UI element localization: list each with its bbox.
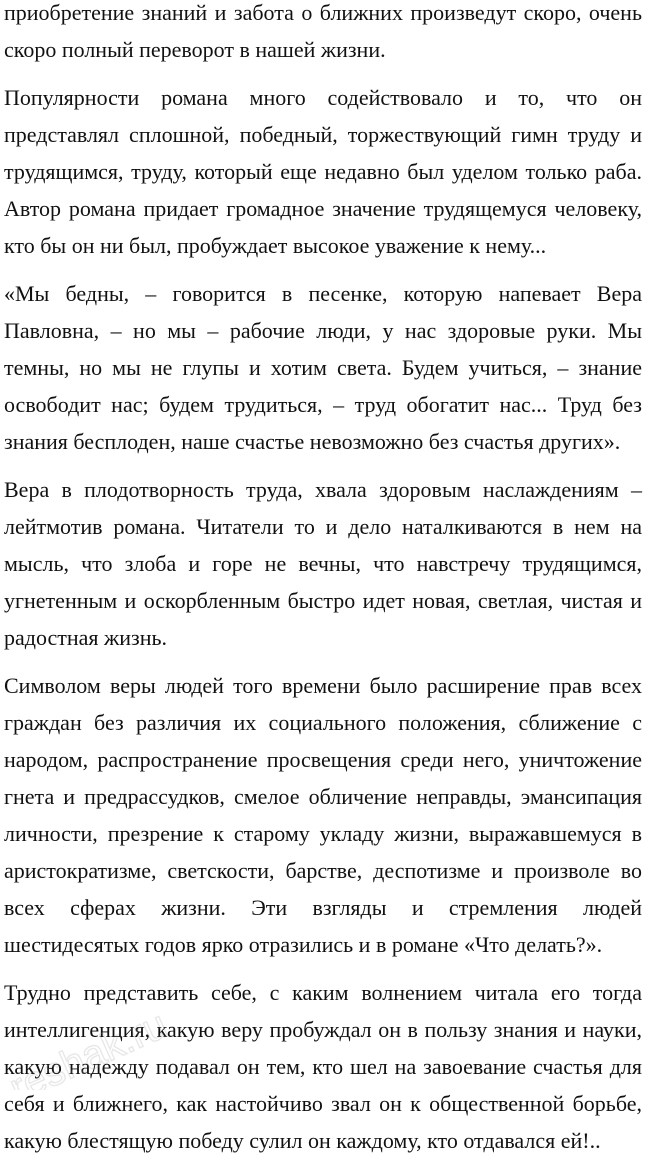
paragraph-5: Символом веры людей того времени было расширение прав всех граждан без различия их социального положения, сближение с народом, распространение просвещения среди него, уничтожение гнета и предрассудков, смелое обличение неправды, эмансипация личности, презрение к старому укладу жизни, выражавшемуся в аристократизме, светскости, барстве, деспотизме и произволе во всех сферах жизни. Эти взгляды и стремления людей шестидесятых годов ярко отразились и в романе «Что делать?». bbox=[4, 673, 642, 957]
paragraph-2: Популярности романа много содействовало и то, что он представлял сплошной, победный, торжествующий гимн труду и трудящимся, труду, который еще недавно был уделом только раба. Автор романа придает громадное значение трудящемуся человеку, кто бы он ни был, пробуждает высокое уважение к нему... bbox=[4, 85, 642, 258]
paragraph-4: Вера в плодотворность труда, хвала здоровым наслаждениям – лейтмотив романа. Читатели то и дело наталкиваются в нем на мысль, что злоба и горе не вечны, что навстречу трудящимся, угнетенным и оскорбленным быстро идет новая, светлая, чистая и радостная жизнь. bbox=[4, 477, 642, 650]
document-page bbox=[4, 0, 642, 1170]
paragraph-1: приобретение знаний и забота о ближних произведут скоро, очень скоро полный переворот в нашей жизни. bbox=[4, 0, 642, 62]
watermark-text: reshak.ru bbox=[3, 1002, 174, 1090]
paragraph-3: «Мы бедны, – говорится в песенке, которую напевает Вера Павловна, – но мы – рабочие люди, у нас здоровые руки. Мы темны, но мы не глупы и хотим света. Будем учиться, – знание освободит нас; будем трудиться, – труд обогатит нас... Труд без знания бесплоден, наше счастье невозможно без счастья других». bbox=[4, 281, 642, 454]
paragraph-6: Трудно представить себе, с каким волнением читала его тогда интеллигенция, какую веру пробуждал он в пользу знания и науки, какую надежду подавал он тем, кто шел на завоевание счастья для себя и ближнего, как настойчиво звал он к общественной борьбе, какую блестящую победу сулил он каждому, кто отдавался ей!.. bbox=[4, 980, 642, 1153]
